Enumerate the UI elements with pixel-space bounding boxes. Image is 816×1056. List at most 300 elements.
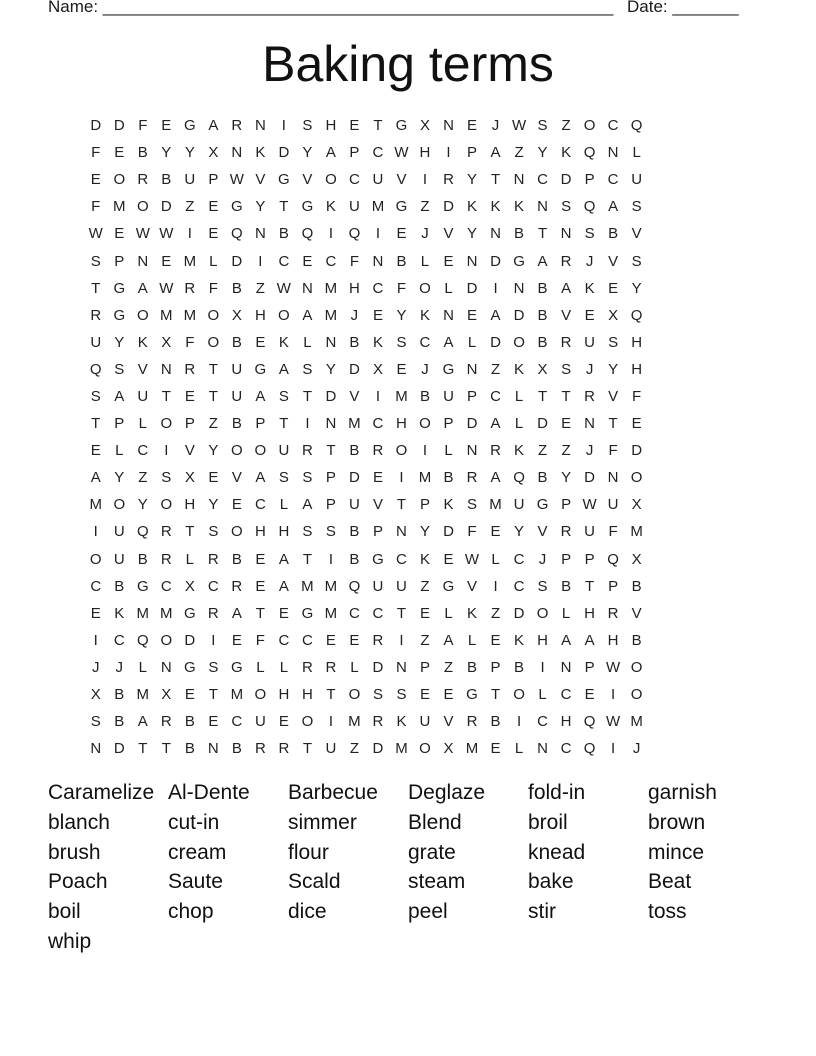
grid-letter: V: [396, 171, 407, 189]
grid-letter: A: [114, 387, 125, 405]
grid-letter: U: [584, 333, 595, 351]
grid-row: [84, 166, 744, 193]
grid-letter: T: [302, 550, 312, 568]
grid-letter: T: [255, 604, 265, 622]
grid-letter: S: [537, 117, 548, 135]
grid-letter: U: [231, 387, 243, 405]
grid-letter: G: [183, 117, 196, 135]
grid-letter: N: [513, 279, 525, 297]
grid-letter: R: [301, 442, 313, 460]
grid-letter: S: [396, 333, 407, 351]
grid-letter: R: [607, 604, 619, 622]
grid-letter: P: [467, 387, 478, 405]
grid-row: [84, 491, 744, 518]
grid-letter: O: [301, 713, 314, 731]
grid-letter: S: [584, 225, 595, 243]
grid-row: [84, 193, 744, 220]
grid-letter: I: [281, 117, 286, 135]
word-list-item: bake: [528, 870, 574, 894]
word-list-item: Barbecue: [288, 781, 378, 804]
grid-letter: L: [491, 550, 500, 568]
word-list-item: knead: [528, 840, 586, 864]
grid-letter: K: [278, 333, 289, 351]
grid-letter: O: [630, 469, 643, 487]
grid-letter: O: [160, 631, 173, 649]
grid-letter: O: [630, 686, 643, 704]
grid-letter: S: [90, 713, 101, 731]
grid-letter: X: [443, 740, 454, 758]
grid-letter: G: [536, 496, 549, 514]
grid-letter: D: [372, 740, 384, 758]
grid-letter: B: [231, 279, 242, 297]
grid-letter: V: [631, 225, 642, 243]
grid-letter: Y: [514, 523, 525, 541]
grid-letter: B: [184, 713, 195, 731]
grid-letter: Z: [138, 469, 148, 487]
grid-letter: X: [372, 360, 383, 378]
grid-letter: Q: [301, 225, 314, 243]
grid-letter: M: [324, 279, 338, 297]
grid-letter: C: [607, 117, 619, 135]
grid-letter: C: [372, 279, 384, 297]
grid-letter: N: [607, 144, 619, 162]
grid-letter: D: [160, 198, 172, 216]
grid-letter: D: [513, 604, 525, 622]
grid-letter: M: [301, 577, 314, 595]
grid-letter: G: [442, 577, 455, 595]
grid-letter: K: [561, 144, 572, 162]
grid-letter: J: [585, 360, 594, 378]
grid-letter: B: [490, 713, 501, 731]
grid-letter: Z: [349, 740, 360, 758]
grid-letter: Y: [255, 198, 266, 216]
grid-letter: G: [395, 198, 408, 216]
grid-letter: F: [349, 252, 360, 270]
grid-letter: D: [325, 387, 337, 405]
grid-letter: S: [208, 658, 219, 676]
grid-letter: H: [278, 523, 290, 541]
grid-letter: W: [606, 713, 621, 731]
grid-letter: L: [185, 550, 194, 568]
grid-letter: I: [375, 387, 381, 405]
grid-letter: T: [326, 442, 336, 460]
grid-letter: U: [113, 523, 125, 541]
grid-letter: C: [113, 631, 125, 649]
grid-letter: P: [561, 496, 572, 514]
grid-letter: T: [537, 387, 548, 405]
grid-letter: V: [443, 225, 454, 243]
grid-letter: E: [184, 686, 195, 704]
grid-letter: Z: [537, 442, 548, 460]
grid-letter: R: [372, 713, 384, 731]
grid-letter: Z: [185, 198, 195, 216]
grid-letter: B: [537, 306, 548, 324]
grid-letter: H: [301, 686, 313, 704]
grid-letter: L: [138, 658, 147, 676]
grid-letter: T: [396, 604, 407, 622]
grid-letter: O: [419, 415, 431, 433]
grid-letter: W: [159, 279, 174, 297]
grid-letter: A: [490, 144, 501, 162]
grid-row: [84, 546, 744, 573]
grid-letter: Y: [325, 360, 336, 378]
grid-letter: R: [160, 713, 172, 731]
grid-letter: I: [399, 631, 404, 649]
grid-letter: C: [537, 171, 548, 189]
grid-letter: O: [278, 306, 290, 324]
grid-letter: B: [114, 577, 125, 595]
grid-letter: G: [278, 171, 290, 189]
word-list-item: mince: [648, 840, 705, 864]
grid-letter: B: [231, 550, 242, 568]
grid-letter: O: [254, 686, 267, 704]
grid-letter: C: [560, 686, 572, 704]
grid-letter: I: [328, 225, 333, 243]
grid-letter: G: [136, 577, 149, 595]
grid-letter: R: [490, 442, 501, 460]
grid-letter: Y: [208, 496, 219, 514]
grid-letter: A: [137, 279, 148, 297]
grid-letter: O: [160, 496, 173, 514]
grid-row: [84, 220, 744, 247]
grid-letter: M: [89, 496, 102, 514]
grid-letter: I: [446, 144, 451, 162]
grid-letter: A: [561, 279, 572, 297]
grid-letter: E: [90, 604, 101, 622]
grid-letter: P: [325, 496, 336, 514]
grid-letter: R: [466, 713, 478, 731]
grid-letter: D: [349, 360, 360, 378]
grid-letter: T: [161, 740, 171, 758]
grid-letter: R: [278, 740, 290, 758]
grid-letter: K: [372, 333, 383, 351]
grid-letter: F: [396, 279, 407, 297]
grid-letter: A: [443, 631, 454, 649]
grid-letter: H: [396, 415, 407, 433]
grid-letter: X: [631, 550, 642, 568]
grid-letter: R: [584, 387, 595, 405]
grid-letter: B: [349, 442, 360, 460]
grid-letter: N: [207, 740, 219, 758]
grid-letter: F: [467, 523, 477, 541]
grid-letter: L: [279, 496, 289, 514]
grid-letter: W: [606, 658, 621, 676]
grid-letter: O: [419, 740, 431, 758]
grid-letter: U: [231, 360, 243, 378]
grid-letter: L: [138, 415, 147, 433]
grid-letter: I: [93, 523, 98, 541]
grid-letter: J: [538, 550, 547, 568]
grid-letter: S: [325, 523, 336, 541]
grid-row: [84, 627, 744, 654]
grid-letter: V: [302, 171, 313, 189]
grid-letter: Q: [630, 117, 643, 135]
grid-letter: G: [113, 279, 126, 297]
word-list-item: flour: [288, 840, 329, 864]
grid-letter: C: [90, 577, 102, 595]
grid-letter: E: [396, 225, 407, 243]
grid-letter: Q: [607, 550, 619, 568]
grid-letter: Q: [583, 144, 596, 162]
grid-letter: E: [419, 686, 430, 704]
grid-letter: A: [443, 333, 454, 351]
grid-letter: P: [561, 550, 572, 568]
grid-row: [84, 356, 744, 383]
grid-letter: R: [231, 117, 243, 135]
grid-letter: Z: [490, 604, 501, 622]
grid-letter: I: [328, 550, 333, 568]
grid-letter: T: [326, 686, 336, 704]
grid-letter: U: [443, 387, 454, 405]
page-title: Baking terms: [262, 36, 554, 92]
grid-letter: O: [348, 686, 361, 704]
grid-letter: F: [91, 144, 101, 162]
grid-letter: J: [585, 252, 594, 270]
grid-letter: E: [443, 686, 454, 704]
grid-letter: Y: [561, 469, 572, 487]
grid-letter: K: [514, 360, 525, 378]
grid-letter: R: [137, 171, 149, 189]
grid-letter: Z: [420, 631, 430, 649]
grid-letter: B: [231, 740, 242, 758]
grid-letter: O: [419, 279, 431, 297]
grid-letter: M: [395, 740, 408, 758]
grid-letter: O: [136, 306, 149, 324]
grid-letter: P: [208, 171, 219, 189]
grid-letter: P: [584, 171, 595, 189]
grid-letter: N: [137, 252, 149, 270]
grid-letter: B: [137, 144, 148, 162]
word-list-item: boil: [48, 900, 81, 924]
grid-letter: U: [278, 442, 290, 460]
grid-letter: E: [561, 415, 572, 433]
word-list-item: cut-in: [168, 810, 220, 834]
grid-letter: K: [584, 279, 595, 297]
grid-letter: T: [208, 686, 218, 704]
grid-letter: Q: [136, 523, 149, 541]
grid-letter: G: [113, 306, 126, 324]
word-list-item: simmer: [288, 810, 357, 834]
word-list-item: fold-in: [528, 781, 586, 804]
grid-row: [84, 654, 744, 681]
word-search-grid: [84, 112, 744, 762]
grid-letter: R: [372, 631, 384, 649]
grid-letter: M: [630, 713, 643, 731]
grid-letter: L: [420, 252, 430, 270]
grid-letter: R: [560, 333, 572, 351]
grid-letter: I: [422, 171, 428, 189]
grid-letter: N: [560, 225, 572, 243]
grid-letter: D: [113, 740, 125, 758]
grid-letter: G: [254, 360, 267, 378]
grid-letter: S: [278, 387, 289, 405]
grid-letter: N: [466, 252, 478, 270]
grid-letter: J: [92, 658, 100, 676]
grid-letter: Q: [630, 306, 643, 324]
grid-letter: T: [161, 387, 171, 405]
grid-letter: T: [91, 279, 101, 297]
grid-letter: E: [584, 306, 595, 324]
grid-letter: J: [632, 740, 641, 758]
word-list-item: grate: [408, 840, 456, 864]
grid-letter: E: [467, 117, 478, 135]
grid-letter: M: [136, 686, 150, 704]
grid-letter: X: [537, 360, 548, 378]
grid-letter: K: [467, 198, 478, 216]
grid-letter: U: [372, 577, 384, 595]
grid-letter: C: [325, 252, 337, 270]
grid-letter: U: [631, 171, 643, 189]
word-list-item: chop: [168, 900, 214, 924]
word-list: [48, 778, 768, 957]
grid-letter: A: [302, 306, 313, 324]
grid-letter: O: [160, 415, 173, 433]
grid-letter: J: [585, 442, 594, 460]
grid-letter: K: [514, 198, 525, 216]
grid-letter: B: [608, 225, 619, 243]
grid-letter: Y: [608, 360, 619, 378]
grid-letter: R: [184, 279, 196, 297]
grid-letter: E: [372, 469, 383, 487]
grid-letter: L: [514, 387, 524, 405]
grid-letter: M: [324, 577, 338, 595]
grid-letter: E: [631, 415, 642, 433]
grid-letter: N: [490, 225, 501, 243]
grid-letter: Y: [137, 496, 148, 514]
grid-letter: F: [608, 523, 618, 541]
grid-letter: B: [396, 252, 407, 270]
grid-letter: M: [465, 740, 479, 758]
grid-letter: M: [489, 496, 502, 514]
grid-letter: X: [231, 306, 242, 324]
grid-letter: E: [349, 631, 360, 649]
grid-letter: R: [443, 171, 454, 189]
grid-letter: E: [490, 631, 501, 649]
grid-letter: L: [279, 658, 289, 676]
grid-letter: N: [607, 469, 619, 487]
grid-letter: A: [490, 306, 501, 324]
grid-letter: G: [183, 604, 196, 622]
grid-letter: T: [373, 117, 383, 135]
word-list-item: toss: [648, 900, 687, 924]
grid-letter: N: [160, 360, 172, 378]
grid-letter: L: [514, 740, 524, 758]
grid-letter: G: [513, 252, 525, 270]
grid-letter: B: [231, 333, 242, 351]
grid-letter: D: [560, 171, 572, 189]
grid-letter: V: [467, 577, 478, 595]
grid-letter: B: [514, 225, 525, 243]
grid-letter: C: [372, 415, 384, 433]
grid-letter: C: [207, 577, 219, 595]
grid-letter: P: [608, 577, 619, 595]
grid-letter: G: [183, 658, 196, 676]
grid-letter: O: [207, 306, 220, 324]
grid-letter: V: [137, 360, 148, 378]
grid-letter: M: [348, 713, 361, 731]
grid-letter: D: [466, 415, 478, 433]
grid-letter: E: [490, 740, 501, 758]
grid-letter: Z: [561, 442, 571, 460]
grid-letter: M: [418, 469, 432, 487]
grid-letter: M: [324, 604, 338, 622]
grid-letter: M: [160, 306, 173, 324]
grid-row: [84, 573, 744, 600]
grid-letter: N: [325, 415, 337, 433]
grid-letter: D: [372, 658, 384, 676]
grid-letter: W: [229, 171, 244, 189]
grid-letter: E: [255, 550, 266, 568]
grid-letter: J: [115, 658, 124, 676]
grid-letter: B: [467, 658, 478, 676]
grid-letter: L: [561, 604, 571, 622]
grid-letter: Z: [255, 279, 265, 297]
grid-letter: E: [114, 144, 125, 162]
grid-letter: R: [207, 550, 219, 568]
grid-letter: K: [114, 604, 125, 622]
grid-letter: X: [161, 686, 172, 704]
grid-letter: E: [396, 360, 407, 378]
grid-letter: Q: [136, 631, 149, 649]
grid-letter: U: [137, 387, 149, 405]
grid-letter: C: [349, 171, 360, 189]
word-list-item: Caramelize: [48, 781, 155, 804]
grid-letter: K: [443, 496, 454, 514]
grid-letter: Z: [514, 144, 524, 162]
grid-letter: N: [396, 523, 407, 541]
grid-letter: E: [608, 279, 619, 297]
grid-letter: C: [301, 631, 313, 649]
grid-letter: A: [278, 550, 289, 568]
grid-letter: D: [631, 442, 643, 460]
word-list-item: steam: [408, 870, 466, 894]
grid-letter: D: [513, 306, 525, 324]
word-list-item: Scald: [288, 870, 341, 894]
grid-letter: O: [231, 442, 243, 460]
grid-row: [84, 139, 744, 166]
grid-letter: J: [491, 117, 500, 135]
grid-letter: L: [514, 415, 524, 433]
grid-row: [84, 437, 744, 464]
grid-letter: F: [632, 387, 642, 405]
grid-letter: Z: [208, 415, 218, 433]
grid-letter: F: [608, 442, 618, 460]
grid-letter: N: [466, 442, 478, 460]
grid-letter: I: [211, 631, 216, 649]
grid-letter: G: [301, 604, 314, 622]
grid-letter: D: [231, 252, 243, 270]
grid-letter: T: [608, 415, 618, 433]
grid-row: [84, 410, 744, 437]
grid-letter: N: [90, 740, 102, 758]
grid-letter: Y: [184, 144, 195, 162]
grid-letter: P: [114, 252, 125, 270]
grid-letter: Z: [561, 117, 571, 135]
grid-letter: M: [324, 306, 338, 324]
grid-letter: A: [255, 387, 266, 405]
grid-letter: I: [305, 415, 310, 433]
grid-letter: O: [513, 333, 525, 351]
grid-letter: E: [90, 171, 101, 189]
grid-row: [84, 735, 744, 762]
grid-letter: S: [467, 496, 478, 514]
grid-letter: L: [444, 442, 453, 460]
grid-letter: Z: [420, 198, 430, 216]
grid-letter: C: [419, 333, 431, 351]
grid-letter: S: [278, 469, 289, 487]
grid-letter: O: [536, 604, 549, 622]
grid-letter: K: [514, 442, 525, 460]
